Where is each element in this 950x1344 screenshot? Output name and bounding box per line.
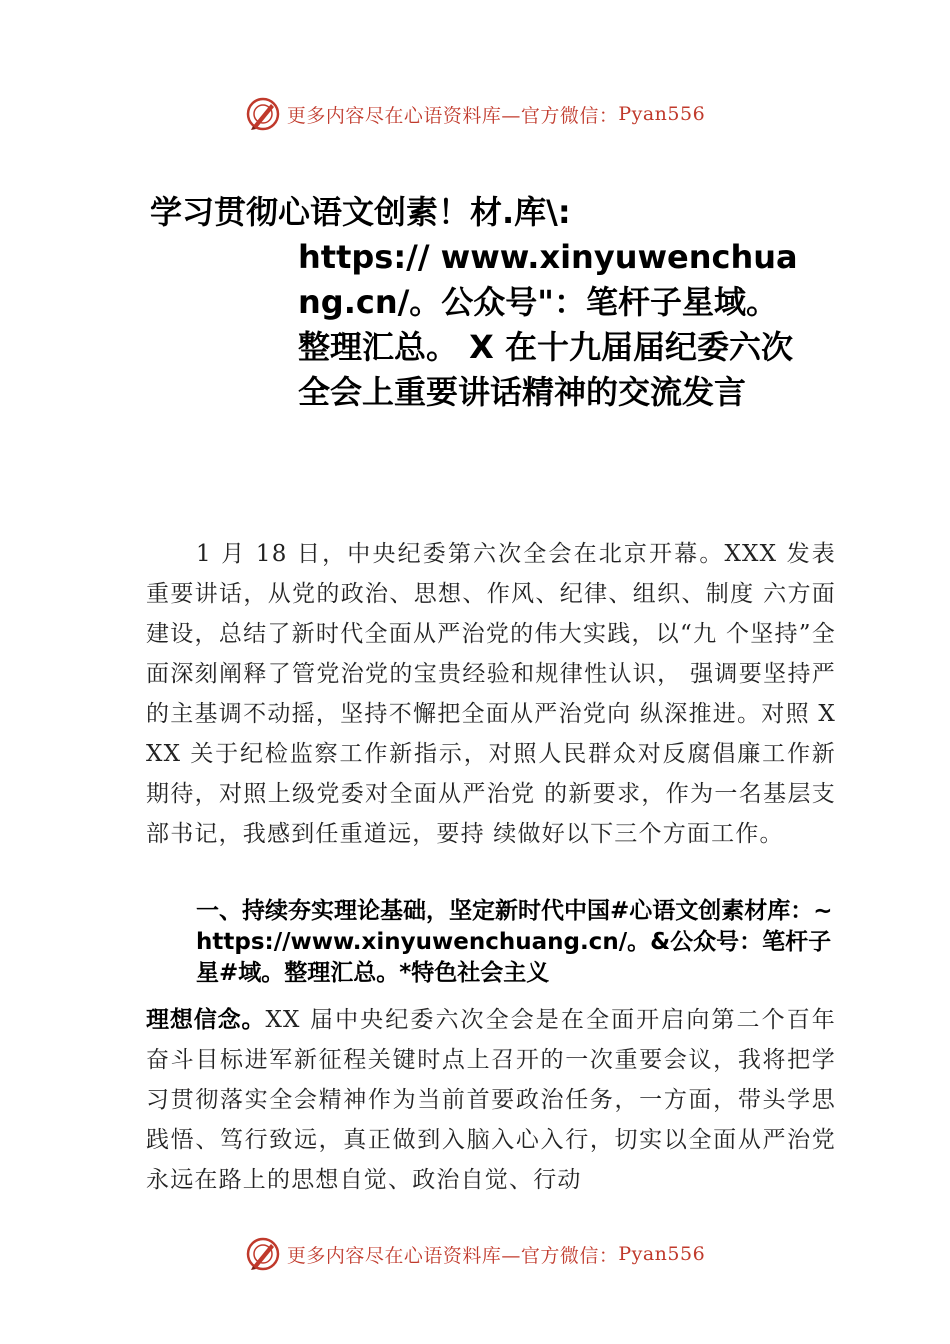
banner-text: 更多内容尽在心语资料库—官方微信： [286,104,619,127]
section-1-body: XX 届中央纪委六次全会是在全面开启向第二个百年奋斗目标进军新征程关键时点上召开的一次重要会议，我将把学习贯彻落实全会精神作为当前首要政治任务，一方面，带头学思践悟、笃行致远，真正做到入脑入心入行，切实以全面从严治党永远在路上的思想自觉、政治自觉、行动 [146,1007,837,1193]
banner-text: 更多内容尽在心语资料库—官方微信： [286,1244,619,1267]
document-title-continued: https:// www.xinyuwenchuang.cn/。公众号"：笔杆子星域。整理汇总。 X 在十九届届纪委六次全会上重要讲话精神的交流发言 [298,238,798,411]
pen-logo-icon [245,96,281,132]
intro-paragraph: 1 月 18 日，中央纪委第六次全会在北京开幕。XXX 发表重要讲话，从党的政治、思想、作风、纪律、组织、制度 六方面建设，总结了新时代全面从严治党的伟大实践，以“九 个坚持”全面深刻阐释了管党治党的宝贵经验和规律性认识， 强调要坚持严的主基调不动摇，坚持不懈把全面从严治党向 纵深推进。对照 XXX 关于纪检监察工作新指示，对照人民群众对反腐倡廉工作新期待，对照上级党委对全面从严治党 的新要求，作为一名基层支部书记，我感到任重道远，要持 续做好以下三个方面工作。 [146,541,836,847]
section-1-lead: 理想信念。 [146,1007,266,1033]
document-title: 学习贯彻心语文创素！材.库\: [150,193,571,231]
section-heading-1: 一、持续夯实理论基础，坚定新时代中国#心语文创素材库：~https://www.xinyuwenchuang.cn/。&公众号：笔杆子星#域。整理汇总。*特色社会主义 [196,898,833,986]
footer-watermark [0,1234,950,1274]
pen-logo-icon [245,1236,281,1272]
banner-wechat-id: Pyan556 [618,103,706,125]
section-1-paragraph [146,1000,836,1200]
banner-wechat-id: Pyan556 [618,1243,706,1265]
header-watermark [0,94,950,134]
